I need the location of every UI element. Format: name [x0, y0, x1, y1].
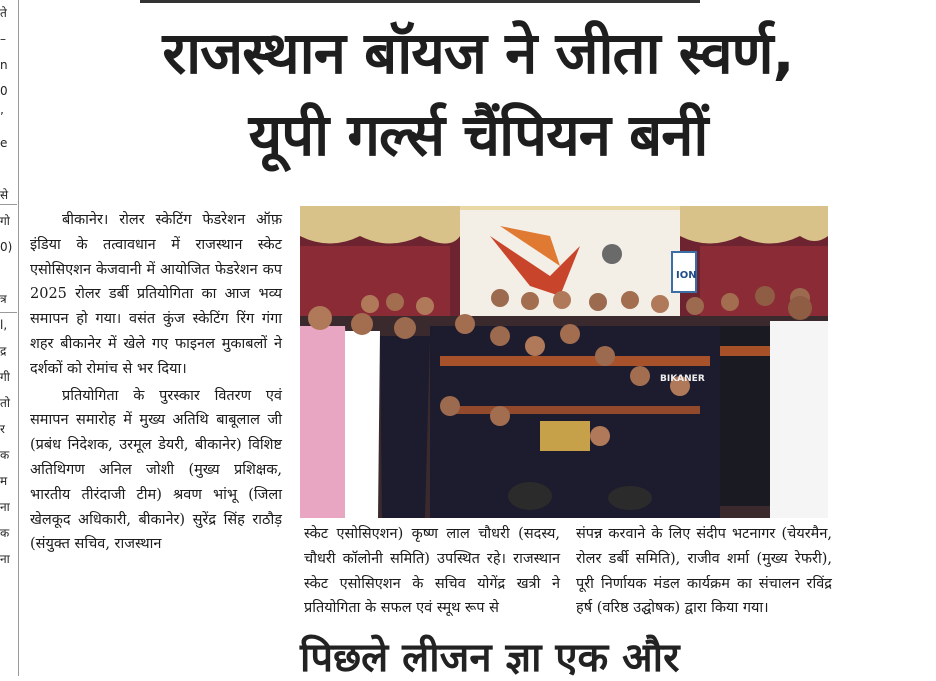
jersey-text: BIKANER [660, 374, 705, 384]
team-photo-illustration [300, 206, 828, 518]
adjacent-column-fragment: क [0, 526, 10, 540]
adjacent-column-fragment: ते [0, 6, 7, 20]
adjacent-column-clipped [0, 0, 17, 676]
team-photo [300, 206, 828, 518]
adjacent-column-fragment: र [0, 422, 5, 436]
adjacent-column-fragment: ना [0, 552, 10, 566]
adjacent-column-fragment: n [0, 58, 8, 72]
column-divider-horizontal [0, 204, 17, 205]
adjacent-column-fragment: तो [0, 396, 10, 410]
next-headline-clipped [300, 635, 860, 681]
column-divider [18, 0, 19, 676]
article-paragraph: स्केट एसोसिएशन) कृष्ण लाल चौधरी (सदस्य, चौधरी कॉलोनी समिति) उपस्थित रहे। राजस्थान स्केट एसोसिएशन के सचिव योगेंद्र खत्री ने प्रतियोगिता के सफल एवं स्मूथ रूप से [304, 526, 560, 617]
column-divider-horizontal [0, 312, 17, 313]
article-paragraph: संपन्न करवाने के लिए संदीप भटनागर (चेयरमैन, रोलर डर्बी समिति), राजीव शर्मा (मुख्य रेफरी), पूरी निर्णायक मंडल कार्यक्रम का संचालन रविंद्र हर्ष (वरिष्ठ उद्घोषक) द्वारा किया गया। [576, 526, 832, 617]
adjacent-column-fragment: l, [0, 318, 8, 332]
headline-line-2: यूपी गर्ल्स चैंपियन बनीं [248, 101, 708, 169]
adjacent-column-fragment: गो [0, 214, 10, 228]
adjacent-column-fragment: e [0, 136, 8, 150]
adjacent-column-fragment [0, 156, 17, 182]
adjacent-column-fragment: से [0, 188, 9, 202]
next-headline-text: पिछले लीजन ज्ञा एक और [300, 635, 680, 681]
article-column-2 [304, 522, 560, 621]
article-paragraph: प्रतियोगिता के पुरस्कार वितरण एवं समापन समारोह में मुख्य अतिथि बाबूलाल जी (प्रबंध निदेशक, उरमूल डेयरी, बीकानेर) विशिष्ट अतिथिगण अनिल जोशी (मुख्य प्रशिक्षक, भारतीय तीरंदाजी टीम) श्रवण भांभू (जिला खेलकूद अधिकारी, बीकानेर) सुरेंद्र सिंह राठौड़ (संयुक्त सचिव, राजस्थान [30, 387, 282, 553]
adjacent-column-fragment [0, 260, 17, 286]
adjacent-column-fragment: 0) [0, 240, 13, 254]
headline [20, 12, 936, 176]
article-column-3 [576, 522, 832, 621]
adjacent-column-fragment: द्र [0, 344, 7, 358]
adjacent-column-fragment: त्र [0, 292, 7, 306]
adjacent-column-fragment: ’ [0, 110, 4, 124]
previous-headline-remnant [140, 0, 700, 5]
article-paragraph: बीकानेर। रोलर स्केटिंग फेडरेशन ऑफ़ इंडिया के तत्वावधान में राजस्थान स्केट एसोसिएशन केजवानी में आयोजित फेडरेशन कप 2025 रोलर डर्बी प्रतियोगिता का आज भव्य समापन हो गया। वसंत कुंज स्केटिंग रिंग गंगा शहर बीकानेर में खेले गए फाइनल मुकाबलों ने दर्शकों को रोमांच से भर दिया। [30, 212, 282, 377]
adjacent-column-fragment: क [0, 448, 10, 462]
adjacent-column-fragment: – [0, 32, 6, 46]
article-column-1 [30, 208, 282, 557]
adjacent-column-fragment: ना [0, 500, 10, 514]
adjacent-column-fragment: गी [0, 370, 10, 384]
headline-line-1: राजस्थान बॉयज ने जीता स्वर्ण, [162, 19, 794, 87]
banner-text: ION [676, 270, 697, 281]
adjacent-column-fragment: 0 [0, 84, 8, 98]
adjacent-column-fragment: म [0, 474, 8, 488]
